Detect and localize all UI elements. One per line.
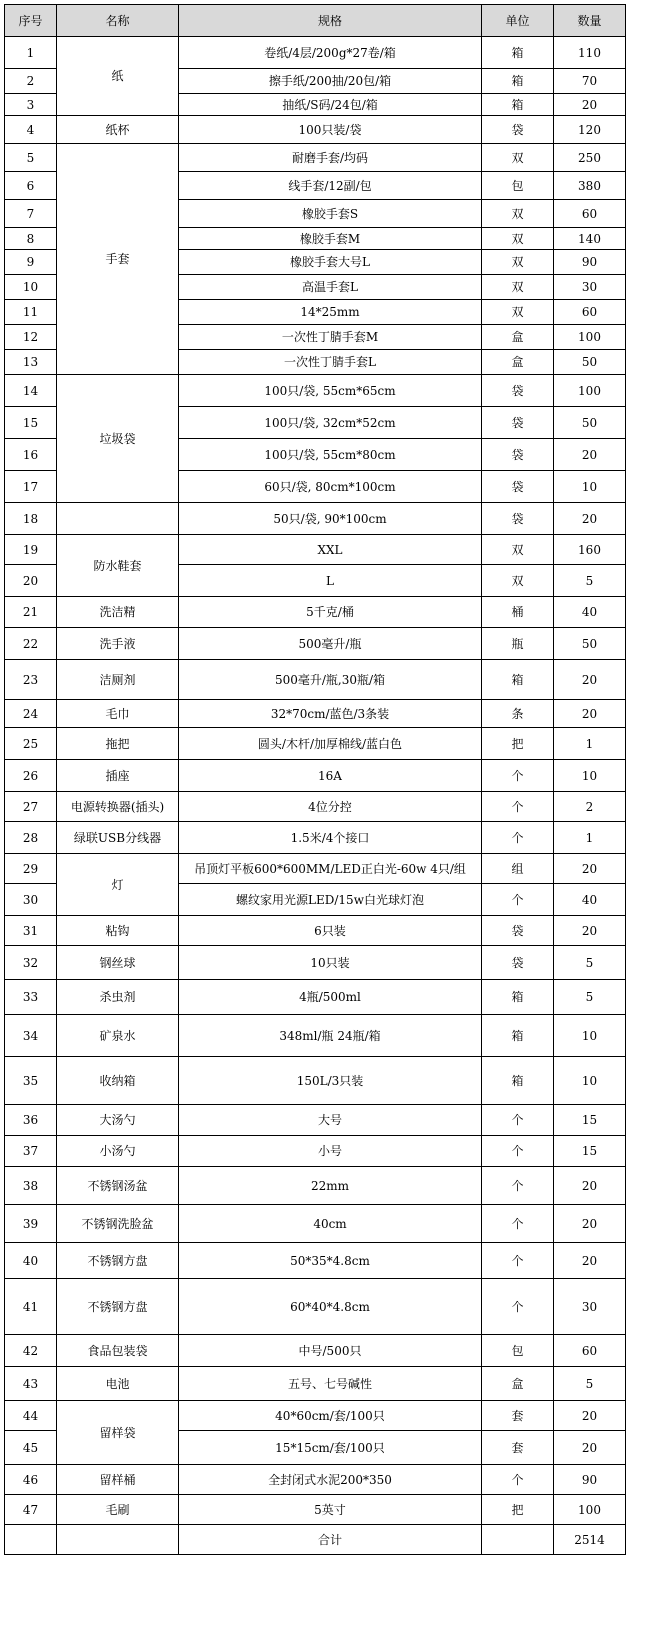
row-spec: 擦手纸/200抽/20包/箱 — [179, 69, 482, 94]
row-qty: 2 — [554, 792, 626, 822]
table-row — [5, 144, 626, 172]
row-no: 46 — [5, 1465, 57, 1495]
row-qty: 90 — [554, 1465, 626, 1495]
row-no: 31 — [5, 916, 57, 946]
row-spec: 60*40*4.8cm — [179, 1279, 482, 1335]
row-name: 小汤勺 — [57, 1136, 179, 1167]
table-row — [5, 1243, 626, 1279]
row-unit: 袋 — [482, 375, 554, 407]
row-unit: 袋 — [482, 407, 554, 439]
row-no: 38 — [5, 1167, 57, 1205]
row-qty: 20 — [554, 503, 626, 535]
row-qty: 10 — [554, 1015, 626, 1057]
row-qty: 5 — [554, 1367, 626, 1401]
row-unit: 箱 — [482, 980, 554, 1015]
row-spec: 一次性丁腈手套M — [179, 325, 482, 350]
row-name: 电源转换器(插头) — [57, 792, 179, 822]
row-no: 15 — [5, 407, 57, 439]
row-qty: 380 — [554, 172, 626, 200]
row-no: 36 — [5, 1105, 57, 1136]
table-row — [5, 760, 626, 792]
header-name: 名称 — [57, 5, 179, 37]
row-qty: 90 — [554, 250, 626, 275]
row-qty: 20 — [554, 1205, 626, 1243]
row-spec: 100只装/袋 — [179, 116, 482, 144]
row-name: 不锈钢洗脸盆 — [57, 1205, 179, 1243]
row-spec: 中号/500只 — [179, 1335, 482, 1367]
row-unit: 袋 — [482, 946, 554, 980]
row-unit: 个 — [482, 1279, 554, 1335]
row-spec: 一次性丁腈手套L — [179, 350, 482, 375]
table-row — [5, 1167, 626, 1205]
table-row — [5, 728, 626, 760]
row-name: 矿泉水 — [57, 1015, 179, 1057]
row-spec: 螺纹家用光源LED/15w白光球灯泡 — [179, 884, 482, 916]
row-qty: 30 — [554, 1279, 626, 1335]
row-spec: 高温手套L — [179, 275, 482, 300]
row-unit: 箱 — [482, 94, 554, 116]
row-qty: 20 — [554, 1401, 626, 1431]
row-spec: 橡胶手套M — [179, 228, 482, 250]
row-name: 洗洁精 — [57, 597, 179, 628]
table-row — [5, 1057, 626, 1105]
header-qty: 数量 — [554, 5, 626, 37]
table-row — [5, 1279, 626, 1335]
row-qty: 60 — [554, 300, 626, 325]
row-qty: 20 — [554, 854, 626, 884]
row-no: 1 — [5, 37, 57, 69]
table-row — [5, 1335, 626, 1367]
row-name: 粘钩 — [57, 916, 179, 946]
row-qty: 5 — [554, 980, 626, 1015]
row-spec: 1.5米/4个接口 — [179, 822, 482, 854]
row-no: 2 — [5, 69, 57, 94]
table-row — [5, 1401, 626, 1431]
row-qty: 1 — [554, 822, 626, 854]
row-qty: 10 — [554, 760, 626, 792]
row-name: 留样桶 — [57, 1465, 179, 1495]
row-qty: 15 — [554, 1136, 626, 1167]
table-row — [5, 116, 626, 144]
row-qty: 70 — [554, 69, 626, 94]
table-row — [5, 1205, 626, 1243]
row-qty: 50 — [554, 407, 626, 439]
row-name: 毛刷 — [57, 1495, 179, 1525]
table-row — [5, 854, 626, 884]
total-no-cell — [5, 1525, 57, 1555]
row-qty: 20 — [554, 916, 626, 946]
row-unit: 袋 — [482, 471, 554, 503]
row-name: 绿联USB分线器 — [57, 822, 179, 854]
row-no: 26 — [5, 760, 57, 792]
row-unit: 双 — [482, 228, 554, 250]
row-no: 41 — [5, 1279, 57, 1335]
row-name: 插座 — [57, 760, 179, 792]
row-spec: 吊顶灯平板600*600MM/LED正白光-60w 4只/组 — [179, 854, 482, 884]
row-spec: 22mm — [179, 1167, 482, 1205]
table-row — [5, 1495, 626, 1525]
row-unit: 套 — [482, 1431, 554, 1465]
row-qty: 20 — [554, 660, 626, 700]
row-spec: 橡胶手套大号L — [179, 250, 482, 275]
row-unit: 箱 — [482, 660, 554, 700]
row-no: 12 — [5, 325, 57, 350]
row-no: 5 — [5, 144, 57, 172]
row-spec: 五号、七号碱性 — [179, 1367, 482, 1401]
row-name: 留样袋 — [57, 1401, 179, 1465]
row-unit: 把 — [482, 1495, 554, 1525]
row-unit: 个 — [482, 760, 554, 792]
row-unit: 双 — [482, 565, 554, 597]
row-no: 21 — [5, 597, 57, 628]
row-spec: 60只/袋, 80cm*100cm — [179, 471, 482, 503]
row-qty: 50 — [554, 350, 626, 375]
total-unit-cell — [482, 1525, 554, 1555]
row-qty: 20 — [554, 1431, 626, 1465]
row-spec: 卷纸/4层/200g*27卷/箱 — [179, 37, 482, 69]
header-spec: 规格 — [179, 5, 482, 37]
supplies-table — [4, 4, 626, 1555]
row-name: 不锈钢方盘 — [57, 1279, 179, 1335]
row-spec: 5英寸 — [179, 1495, 482, 1525]
row-qty: 100 — [554, 1495, 626, 1525]
row-unit: 瓶 — [482, 628, 554, 660]
row-name: 垃圾袋 — [57, 375, 179, 503]
row-unit: 个 — [482, 792, 554, 822]
row-qty: 1 — [554, 728, 626, 760]
table-row — [5, 792, 626, 822]
row-no: 10 — [5, 275, 57, 300]
table-row — [5, 597, 626, 628]
row-name: 防水鞋套 — [57, 535, 179, 597]
table-row — [5, 822, 626, 854]
row-spec: 348ml/瓶 24瓶/箱 — [179, 1015, 482, 1057]
row-qty: 100 — [554, 325, 626, 350]
row-no: 29 — [5, 854, 57, 884]
row-no: 34 — [5, 1015, 57, 1057]
table-row — [5, 660, 626, 700]
row-name: 手套 — [57, 144, 179, 375]
table-row — [5, 1136, 626, 1167]
row-unit: 个 — [482, 822, 554, 854]
row-no: 18 — [5, 503, 57, 535]
row-no: 4 — [5, 116, 57, 144]
row-qty: 5 — [554, 946, 626, 980]
row-unit: 桶 — [482, 597, 554, 628]
row-name: 不锈钢汤盆 — [57, 1167, 179, 1205]
row-unit: 个 — [482, 1136, 554, 1167]
row-unit: 个 — [482, 1105, 554, 1136]
row-no: 28 — [5, 822, 57, 854]
table-row — [5, 503, 626, 535]
row-spec: 线手套/12副/包 — [179, 172, 482, 200]
row-spec: 40cm — [179, 1205, 482, 1243]
table-row — [5, 700, 626, 728]
row-qty: 120 — [554, 116, 626, 144]
row-no: 23 — [5, 660, 57, 700]
row-no: 27 — [5, 792, 57, 822]
row-spec: 4位分控 — [179, 792, 482, 822]
row-spec: 50只/袋, 90*100cm — [179, 503, 482, 535]
row-spec: 16A — [179, 760, 482, 792]
row-spec: 100只/袋, 32cm*52cm — [179, 407, 482, 439]
row-qty: 20 — [554, 1167, 626, 1205]
row-qty: 60 — [554, 200, 626, 228]
row-no: 19 — [5, 535, 57, 565]
row-unit: 箱 — [482, 37, 554, 69]
row-unit: 套 — [482, 1401, 554, 1431]
total-label: 合计 — [179, 1525, 482, 1555]
row-unit: 组 — [482, 854, 554, 884]
row-unit: 袋 — [482, 116, 554, 144]
row-no: 35 — [5, 1057, 57, 1105]
row-spec: 5千克/桶 — [179, 597, 482, 628]
row-no: 3 — [5, 94, 57, 116]
row-no: 22 — [5, 628, 57, 660]
row-unit: 双 — [482, 535, 554, 565]
row-spec: XXL — [179, 535, 482, 565]
table-row — [5, 916, 626, 946]
row-no: 45 — [5, 1431, 57, 1465]
row-qty: 20 — [554, 439, 626, 471]
row-spec: 耐磨手套/均码 — [179, 144, 482, 172]
row-no: 20 — [5, 565, 57, 597]
row-no: 9 — [5, 250, 57, 275]
header-row — [5, 5, 626, 37]
row-unit: 双 — [482, 200, 554, 228]
row-unit: 个 — [482, 1243, 554, 1279]
row-name: 收纳箱 — [57, 1057, 179, 1105]
row-unit: 个 — [482, 1205, 554, 1243]
row-spec: 50*35*4.8cm — [179, 1243, 482, 1279]
row-spec: 橡胶手套S — [179, 200, 482, 228]
row-spec: 15*15cm/套/100只 — [179, 1431, 482, 1465]
row-name: 不锈钢方盘 — [57, 1243, 179, 1279]
row-qty: 60 — [554, 1335, 626, 1367]
row-spec: L — [179, 565, 482, 597]
table-row — [5, 980, 626, 1015]
row-no: 16 — [5, 439, 57, 471]
row-unit: 袋 — [482, 439, 554, 471]
table-row — [5, 1105, 626, 1136]
table-row — [5, 37, 626, 69]
row-unit: 双 — [482, 300, 554, 325]
total-qty: 2514 — [554, 1525, 626, 1555]
row-spec: 14*25mm — [179, 300, 482, 325]
row-name: 灯 — [57, 854, 179, 916]
table-row — [5, 1465, 626, 1495]
row-unit: 条 — [482, 700, 554, 728]
row-no: 25 — [5, 728, 57, 760]
row-spec: 10只装 — [179, 946, 482, 980]
table-row — [5, 1367, 626, 1401]
row-name: 拖把 — [57, 728, 179, 760]
row-name — [57, 503, 179, 535]
row-no: 30 — [5, 884, 57, 916]
row-qty: 100 — [554, 375, 626, 407]
row-spec: 100只/袋, 55cm*80cm — [179, 439, 482, 471]
row-unit: 个 — [482, 1465, 554, 1495]
row-name: 洁厕剂 — [57, 660, 179, 700]
row-spec: 150L/3只装 — [179, 1057, 482, 1105]
row-name: 大汤勺 — [57, 1105, 179, 1136]
row-qty: 15 — [554, 1105, 626, 1136]
row-spec: 大号 — [179, 1105, 482, 1136]
table-row — [5, 1015, 626, 1057]
table-row — [5, 375, 626, 407]
row-unit: 盒 — [482, 325, 554, 350]
table-row — [5, 628, 626, 660]
row-spec: 500毫升/瓶 — [179, 628, 482, 660]
row-spec: 40*60cm/套/100只 — [179, 1401, 482, 1431]
row-name: 纸 — [57, 37, 179, 116]
row-qty: 20 — [554, 700, 626, 728]
row-qty: 20 — [554, 1243, 626, 1279]
total-name-cell — [57, 1525, 179, 1555]
table-row — [5, 946, 626, 980]
row-spec: 小号 — [179, 1136, 482, 1167]
table-row — [5, 535, 626, 565]
row-unit: 盒 — [482, 1367, 554, 1401]
row-unit: 箱 — [482, 1015, 554, 1057]
row-spec: 6只装 — [179, 916, 482, 946]
row-qty: 140 — [554, 228, 626, 250]
row-name: 杀虫剂 — [57, 980, 179, 1015]
row-unit: 箱 — [482, 69, 554, 94]
row-unit: 袋 — [482, 503, 554, 535]
row-qty: 160 — [554, 535, 626, 565]
row-qty: 5 — [554, 565, 626, 597]
table-wrapper — [4, 4, 625, 1555]
row-no: 8 — [5, 228, 57, 250]
row-unit: 把 — [482, 728, 554, 760]
row-qty: 30 — [554, 275, 626, 300]
row-no: 13 — [5, 350, 57, 375]
row-unit: 包 — [482, 172, 554, 200]
row-qty: 50 — [554, 628, 626, 660]
row-name: 钢丝球 — [57, 946, 179, 980]
row-unit: 双 — [482, 250, 554, 275]
row-qty: 250 — [554, 144, 626, 172]
row-no: 32 — [5, 946, 57, 980]
row-name: 纸杯 — [57, 116, 179, 144]
row-qty: 40 — [554, 597, 626, 628]
row-no: 17 — [5, 471, 57, 503]
row-name: 洗手液 — [57, 628, 179, 660]
row-no: 33 — [5, 980, 57, 1015]
row-unit: 双 — [482, 275, 554, 300]
row-no: 14 — [5, 375, 57, 407]
row-spec: 500毫升/瓶,30瓶/箱 — [179, 660, 482, 700]
header-no: 序号 — [5, 5, 57, 37]
row-no: 39 — [5, 1205, 57, 1243]
header-unit: 单位 — [482, 5, 554, 37]
row-qty: 10 — [554, 471, 626, 503]
row-unit: 个 — [482, 884, 554, 916]
row-no: 6 — [5, 172, 57, 200]
row-name: 食品包装袋 — [57, 1335, 179, 1367]
row-no: 24 — [5, 700, 57, 728]
row-unit: 袋 — [482, 916, 554, 946]
row-name: 电池 — [57, 1367, 179, 1401]
row-unit: 盒 — [482, 350, 554, 375]
total-row — [5, 1525, 626, 1555]
row-no: 7 — [5, 200, 57, 228]
row-unit: 双 — [482, 144, 554, 172]
row-spec: 100只/袋, 55cm*65cm — [179, 375, 482, 407]
row-unit: 箱 — [482, 1057, 554, 1105]
row-spec: 圆头/木杆/加厚棉线/蓝白色 — [179, 728, 482, 760]
row-spec: 全封闭式水泥200*350 — [179, 1465, 482, 1495]
row-unit: 个 — [482, 1167, 554, 1205]
row-no: 42 — [5, 1335, 57, 1367]
row-no: 44 — [5, 1401, 57, 1431]
row-qty: 110 — [554, 37, 626, 69]
row-unit: 包 — [482, 1335, 554, 1367]
row-spec: 4瓶/500ml — [179, 980, 482, 1015]
row-spec: 32*70cm/蓝色/3条装 — [179, 700, 482, 728]
row-no: 11 — [5, 300, 57, 325]
row-no: 40 — [5, 1243, 57, 1279]
row-qty: 10 — [554, 1057, 626, 1105]
row-no: 43 — [5, 1367, 57, 1401]
row-no: 37 — [5, 1136, 57, 1167]
row-name: 毛巾 — [57, 700, 179, 728]
row-spec: 抽纸/S码/24包/箱 — [179, 94, 482, 116]
row-qty: 20 — [554, 94, 626, 116]
row-qty: 40 — [554, 884, 626, 916]
row-no: 47 — [5, 1495, 57, 1525]
